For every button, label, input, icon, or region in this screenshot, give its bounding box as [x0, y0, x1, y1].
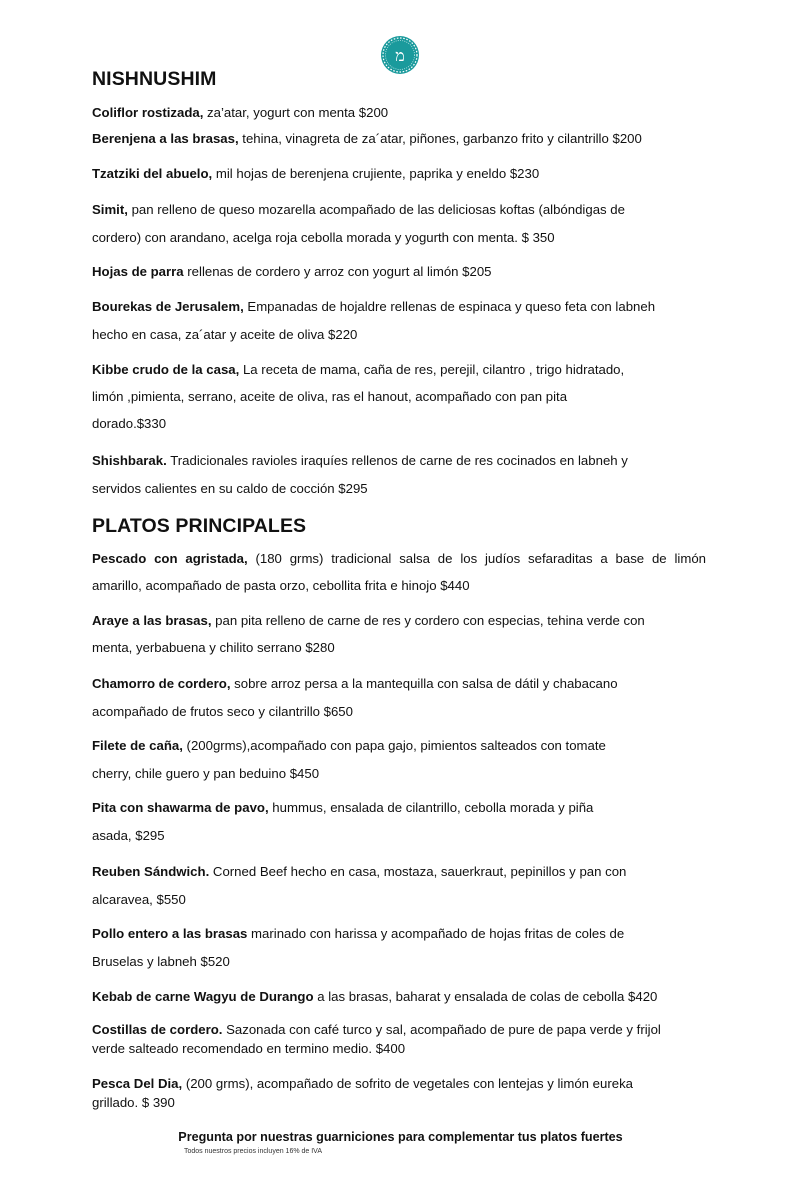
item-name: Simit,: [92, 202, 128, 217]
item-description-cont: cordero) con arandano, acelga roja cebolla morada y yogurth con menta. $ 350: [92, 230, 555, 245]
item-description-cont: asada, $295: [92, 828, 165, 843]
item-description: mil hojas de berenjena crujiente, paprika y eneldo $230: [212, 166, 540, 181]
item-description: La receta de mama, caña de res, perejil, cilantro , trigo hidratado,: [239, 362, 625, 377]
garnish-note: [0, 1130, 800, 1144]
item-description-cont: servidos calientes en su caldo de cocción $295: [92, 481, 368, 496]
item-name: Pescado con agristada,: [92, 551, 248, 566]
item-name: Kibbe crudo de la casa,: [92, 362, 240, 377]
item-name: Pita con shawarma de pavo,: [92, 800, 269, 815]
garnish-note-text: Pregunta por nuestras guarniciones para complementar tus platos fuertes: [178, 1130, 623, 1144]
item-name: Filete de caña,: [92, 738, 183, 753]
item-name: Tzatziki del abuelo,: [92, 166, 213, 181]
item-description-cont: dorado.$330: [92, 416, 167, 431]
item-description: za’atar, yogurt con menta $200: [203, 105, 389, 120]
item-description-cont: Bruselas y labneh $520: [92, 954, 230, 969]
item-description-cont: cherry, chile guero y pan beduino $450: [92, 766, 320, 781]
item-description: hummus, ensalada de cilantrillo, cebolla morada y piña: [268, 800, 594, 815]
item-description-cont: alcaravea, $550: [92, 892, 186, 907]
item-description: (200grms),acompañado con papa gajo, pimientos salteados con tomate: [182, 738, 606, 753]
item-description: rellenas de cordero y arroz con yogurt al limón $205: [183, 264, 492, 279]
item-description: pan pita relleno de carne de res y cordero con especias, tehina verde con: [211, 613, 645, 628]
item-description: marinado con harissa y acompañado de hojas fritas de coles de: [247, 926, 625, 941]
item-name: Kebab de carne Wagyu de Durango: [92, 989, 314, 1004]
item-description-cont: grillado. $ 390: [92, 1095, 175, 1110]
iva-note: Todos nuestros precios incluyen 16% de IVA: [184, 1148, 323, 1155]
item-name: Pesca Del Dia,: [92, 1076, 183, 1091]
item-description: tehina, vinagreta de za´atar, piñones, garbanzo frito y cilantrillo $200: [238, 131, 642, 146]
item-description-cont: amarillo, acompañado de pasta orzo, cebollita frita e hinojo $440: [92, 578, 470, 593]
item-description: Empanadas de hojaldre rellenas de espinaca y queso feta con labneh: [243, 299, 656, 314]
item-name: Hojas de parra: [92, 264, 184, 279]
item-description-cont: verde salteado recomendado en termino medio. $400: [92, 1041, 406, 1056]
item-name: Shishbarak.: [92, 453, 167, 468]
item-name: Bourekas de Jerusalem,: [92, 299, 244, 314]
svg-text:מ: מ: [395, 46, 405, 65]
item-description: pan relleno de queso mozarella acompañado de las deliciosas koftas (albóndigas de: [127, 202, 625, 217]
item-description: (200 grms), acompañado de sofrito de vegetales con lentejas y limón eureka: [182, 1076, 633, 1091]
section-title-platos-principales: PLATOS PRINCIPALES: [92, 515, 307, 537]
item-description-cont: limón ,pimienta, serrano, aceite de oliva, ras el hanout, acompañado con pan pita: [92, 389, 568, 404]
section-title-nishnushim: NISHNUSHIM: [92, 68, 217, 90]
item-description: Sazonada con café turco y sal, acompañado de pure de papa verde y frijol: [222, 1022, 661, 1037]
restaurant-logo-icon: [380, 35, 420, 75]
item-description: (180 grms) tradicional salsa de los judíos sefaraditas a base de limón: [247, 551, 706, 566]
item-name: Chamorro de cordero,: [92, 676, 231, 691]
item-description-cont: menta, yerbabuena y chilito serrano $280: [92, 640, 335, 655]
item-name: Pollo entero a las brasas: [92, 926, 248, 941]
item-description: sobre arroz persa a la mantequilla con salsa de dátil y chabacano: [230, 676, 618, 691]
item-description: a las brasas, baharat y ensalada de colas de cebolla $420: [313, 989, 658, 1004]
item-name: Araye a las brasas,: [92, 613, 212, 628]
item-description-cont: hecho en casa, za´atar y aceite de oliva $220: [92, 327, 358, 342]
item-description: Corned Beef hecho en casa, mostaza, sauerkraut, pepinillos y pan con: [209, 864, 627, 879]
restaurant-logo: [380, 35, 420, 75]
item-name: Reuben Sándwich.: [92, 864, 210, 879]
item-name: Costillas de cordero.: [92, 1022, 223, 1037]
item-description-cont: acompañado de frutos seco y cilantrillo $650: [92, 704, 353, 719]
item-description: Tradicionales ravioles iraquíes rellenos de carne de res cocinados en labneh y: [166, 453, 628, 468]
item-name: Berenjena a las brasas,: [92, 131, 239, 146]
item-name: Coliflor rostizada,: [92, 105, 204, 120]
